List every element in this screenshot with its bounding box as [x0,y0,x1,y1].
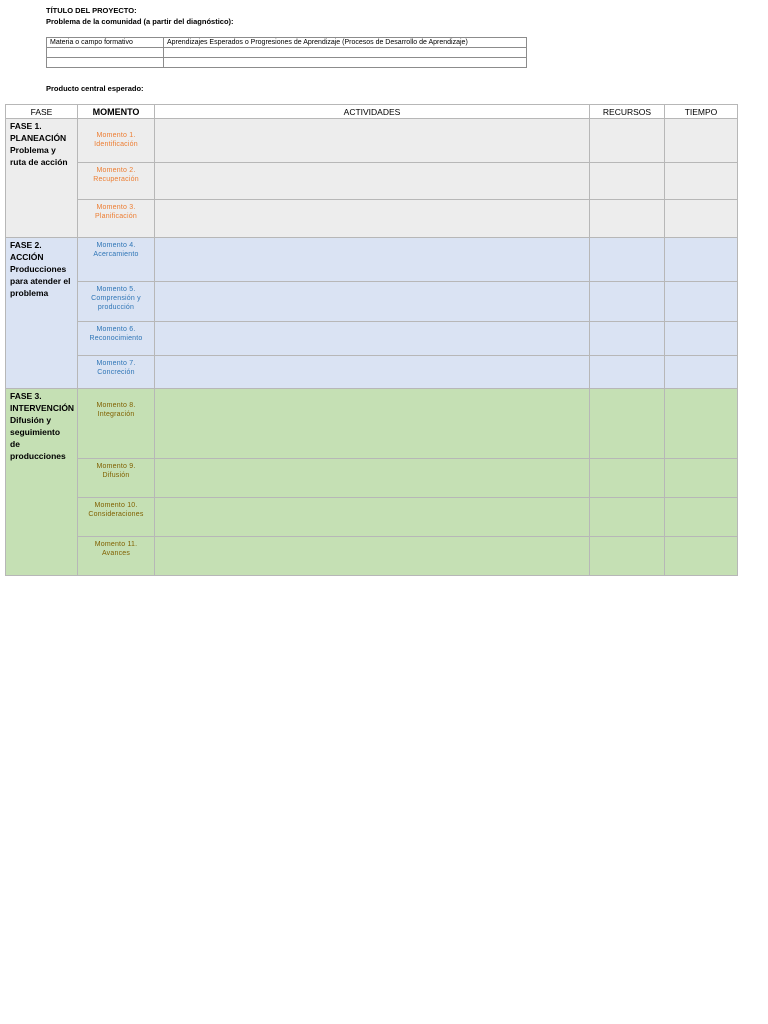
moment-5-cell: Momento 5. Comprensión y producción [78,282,155,322]
time-cell[interactable] [665,200,738,238]
time-cell[interactable] [665,498,738,537]
activities-cell[interactable] [155,163,590,200]
resources-cell[interactable] [590,498,665,537]
resources-cell[interactable] [590,322,665,356]
time-cell[interactable] [665,322,738,356]
moment-row [6,200,738,238]
activities-cell[interactable] [155,389,590,459]
moment-row [6,356,738,389]
time-cell[interactable] [665,356,738,389]
moment-11-cell: Momento 11. Avances [78,537,155,576]
moment-row [6,459,738,498]
header-momento: MOMENTO [78,105,155,119]
subject-column-header: Materia o campo formativo [47,38,164,48]
time-cell[interactable] [665,163,738,200]
project-title-label: TÍTULO DEL PROYECTO: [46,6,137,15]
header-fase: FASE [6,105,78,119]
moment-1-cell: Momento 1. Identificación [78,119,155,163]
activities-cell[interactable] [155,459,590,498]
resources-cell[interactable] [590,163,665,200]
moment-4-cell: Momento 4. Acercamiento [78,238,155,282]
moment-10-cell: Momento 10. Consideraciones [78,498,155,537]
moment-8-cell: Momento 8. Integración [78,389,155,459]
learning-input-cell[interactable] [164,58,527,68]
phase-2-cell: FASE 2. ACCIÓN Producciones para atender el problema [6,238,78,389]
activities-cell[interactable] [155,498,590,537]
resources-cell[interactable] [590,389,665,459]
activities-cell[interactable] [155,238,590,282]
resources-cell[interactable] [590,356,665,389]
community-problem-label: Problema de la comunidad (a partir del diagnóstico): [46,17,234,26]
time-cell[interactable] [665,119,738,163]
activities-cell[interactable] [155,356,590,389]
header-actividades: ACTIVIDADES [155,105,590,119]
time-cell[interactable] [665,238,738,282]
time-cell[interactable] [665,389,738,459]
learning-column-header: Aprendizajes Esperados o Progresiones de Aprendizaje (Procesos de Desarrollo de Aprendizaje) [164,38,527,48]
resources-cell[interactable] [590,119,665,163]
phase-1-cell: FASE 1. PLANEACIÓN Problema y ruta de acción [6,119,78,238]
moment-2-cell: Momento 2. Recuperación [78,163,155,200]
moment-6-cell: Momento 6. Reconocimiento [78,322,155,356]
time-cell[interactable] [665,282,738,322]
resources-cell[interactable] [590,200,665,238]
resources-cell[interactable] [590,238,665,282]
activities-cell[interactable] [155,537,590,576]
time-cell[interactable] [665,537,738,576]
moment-row [6,389,738,459]
resources-cell[interactable] [590,537,665,576]
moment-row [6,119,738,163]
moment-row [6,498,738,537]
plan-table-header-row [6,105,738,119]
activities-cell[interactable] [155,322,590,356]
header-tiempo: TIEMPO [665,105,738,119]
moment-7-cell: Momento 7. Concreción [78,356,155,389]
activities-cell[interactable] [155,119,590,163]
activities-cell[interactable] [155,282,590,322]
moment-9-cell: Momento 9. Difusión [78,459,155,498]
moment-row [6,282,738,322]
resources-cell[interactable] [590,282,665,322]
subject-input-cell[interactable] [47,58,164,68]
moment-row [6,163,738,200]
resources-cell[interactable] [590,459,665,498]
moment-row [6,238,738,282]
header-recursos: RECURSOS [590,105,665,119]
time-cell[interactable] [665,459,738,498]
moment-row [6,537,738,576]
phase-3-cell: FASE 3. INTERVENCIÓN Difusión y seguimiento de producciones [6,389,78,576]
subject-learning-table [46,37,527,68]
project-plan-table [5,104,738,576]
subject-input-cell[interactable] [47,48,164,58]
expected-product-label: Producto central esperado: [46,84,144,93]
activities-cell[interactable] [155,200,590,238]
moment-3-cell: Momento 3. Planificación [78,200,155,238]
learning-input-cell[interactable] [164,48,527,58]
moment-row [6,322,738,356]
